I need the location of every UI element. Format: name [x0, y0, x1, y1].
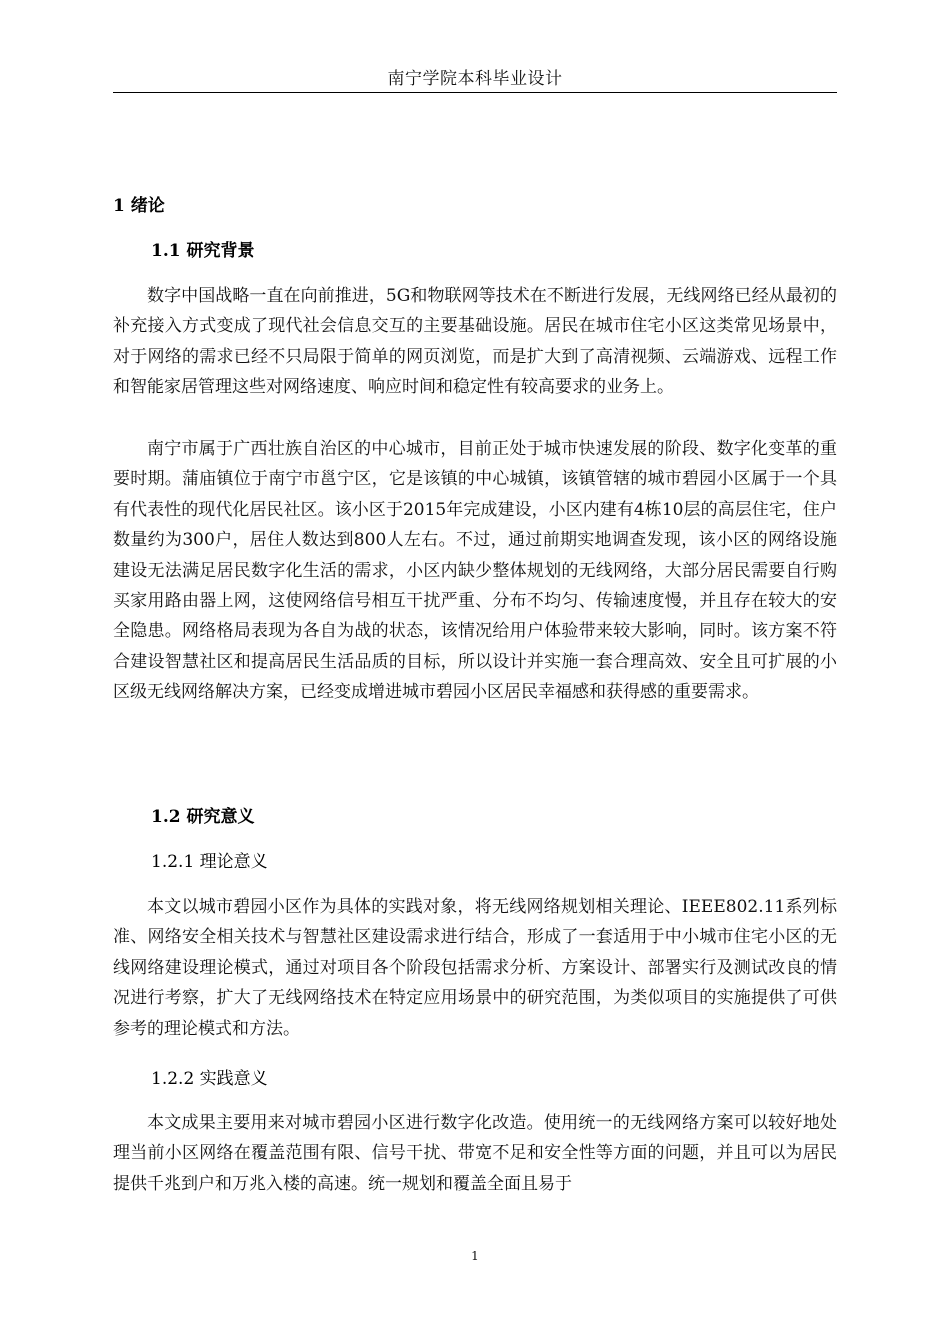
paragraph-background-2: 南宁市属于广西壮族自治区的中心城市，目前正处于城市快速发展的阶段、数字化变革的重要时期。蒲庙镇位于南宁市邕宁区，它是该镇的中心城镇，该镇管辖的城市碧园小区属于一个具有代表性的现代化居民社区。该小区于2015年完成建设，小区内建有4栋10层的高层住宅，住户数量约为300户，居住人数达到800人左右。不过，通过前期实地调查发现，该小区的网络设施建设无法满足居民数字化生活的需求，小区内缺少整体规划的无线网络，大部分居民需要自行购买家用路由器上网，这使网络信号相互干扰严重、分布不均匀、传输速度慢，并且存在较大的安全隐患。网络格局表现为各自为战的状态，该情况给用户体验带来较大影响，同时。该方案不符合建设智慧社区和提高居民生活品质的目标，所以设计并实施一套合理高效、安全且可扩展的小区级无线网络解决方案，已经变成增进城市碧园小区居民幸福感和获得感的重要需求。	[113, 439, 837, 703]
section-heading-1-1: 1.1 研究背景	[151, 241, 255, 261]
section-heading-1-2: 1.2 研究意义	[151, 807, 255, 827]
subsection-heading-1-2-1: 1.2.1 理论意义	[151, 852, 268, 872]
paragraph-practical-significance: 本文成果主要用来对城市碧园小区进行数字化改造。使用统一的无线网络方案可以较好地处理当前小区网络在覆盖范围有限、信号干扰、带宽不足和安全性等方面的问题，并且可以为居民提供千兆到户和万兆入楼的高速。统一规划和覆盖全面且易于	[113, 1113, 837, 1194]
page-number: 1	[471, 1249, 479, 1263]
paragraph-theoretical-significance: 本文以城市碧园小区作为具体的实践对象，将无线网络规划相关理论、IEEE802.11系列标准、网络安全相关技术与智慧社区建设需求进行结合，形成了一套适用于中小城市住宅小区的无线网络建设理论模式，通过对项目各个阶段包括需求分析、方案设计、部署实行及测试改良的情况进行考察，扩大了无线网络技术在特定应用场景中的研究范围，为类似项目的实施提供了可供参考的理论模式和方法。	[113, 897, 837, 1039]
chapter-heading: 1 绪论	[113, 196, 165, 216]
subsection-heading-1-2-2: 1.2.2 实践意义	[151, 1069, 268, 1089]
header-divider	[113, 92, 837, 93]
paragraph-background-1: 数字中国战略一直在向前推进，5G和物联网等技术在不断进行发展，无线网络已经从最初的补充接入方式变成了现代社会信息交互的主要基础设施。居民在城市住宅小区这类常见场景中，对于网络的需求已经不只局限于简单的网页浏览，而是扩大到了高清视频、云端游戏、远程工作和智能家居管理这些对网络速度、响应时间和稳定性有较高要求的业务上。	[113, 286, 837, 398]
header-title: 南宁学院本科毕业设计	[387, 69, 563, 89]
